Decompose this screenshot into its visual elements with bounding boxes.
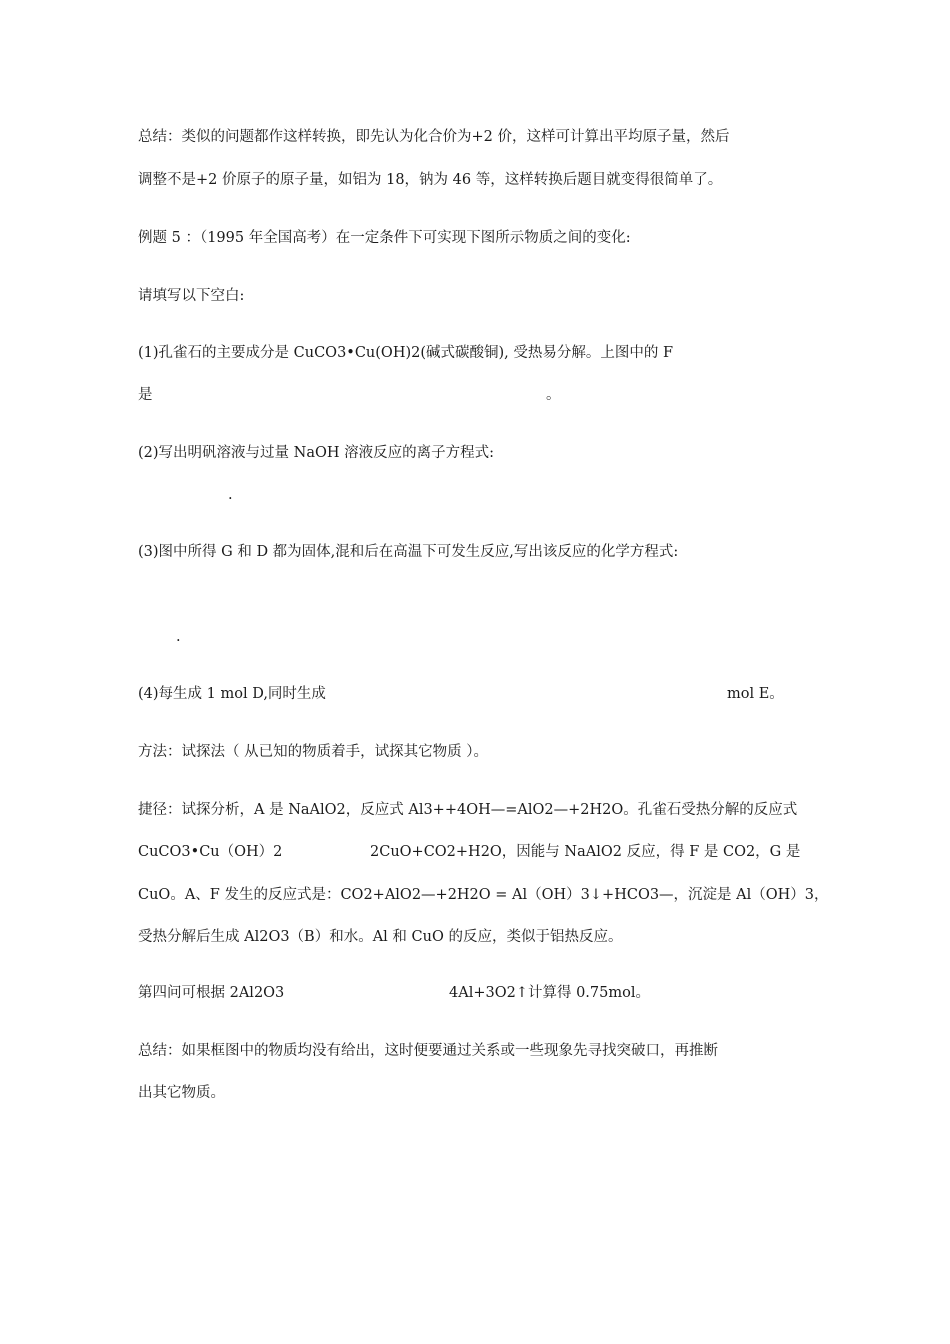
- summary2-line-1: 总结：如果框图中的物质均没有给出，这时便要通过关系或一些现象先寻找突破口，再推断: [138, 1043, 718, 1059]
- path-line-4: 受热分解后生成 Al2O3（B）和水。Al 和 CuO 的反应，类似于铝热反应。: [138, 929, 623, 945]
- question-1-answer-end: 。: [546, 387, 561, 403]
- summary-line-1: 总结：类似的问题都作这样转换，即先认为化合价为+2 价，这样可计算出平均原子量，然后: [138, 129, 730, 145]
- example-title: 例题 5 ：（1995 年全国高考）在一定条件下可实现下图所示物质之间的变化:: [138, 230, 631, 246]
- fourth-question-calc-right: 4Al+3O2↑计算得 0.75mol。: [449, 985, 650, 1001]
- question-3-line-1: (3)图中所得 G 和 D 都为固体,混和后在高温下可发生反应,写出该反应的化学方程式:: [138, 544, 679, 560]
- question-4-end: mol E。: [727, 686, 784, 702]
- path-line-2-right: 2CuO+CO2+H2O，因能与 NaAlO2 反应，得 F 是 CO2，G 是: [370, 844, 801, 860]
- question-1-answer-label: 是: [138, 387, 153, 403]
- instruction: 请填写以下空白:: [138, 288, 245, 304]
- method-line: 方法：试探法（ 从已知的物质着手，试探其它物质 ）。: [138, 744, 488, 760]
- question-2-answer-end: .: [228, 487, 233, 503]
- summary-line-2: 调整不是+2 价原子的原子量，如铝为 18，钠为 46 等，这样转换后题目就变得很简单了。: [138, 172, 723, 188]
- question-3-answer-end: .: [176, 629, 181, 645]
- path-line-3: CuO。A、F 发生的反应式是：CO2+AlO2—+2H2O = Al（OH）3↓+HCO3—，沉淀是 Al（OH）3，: [138, 887, 829, 903]
- question-1-line-1: (1)孔雀石的主要成分是 CuCO3•Cu(OH)2(碱式碳酸铜), 受热易分解。上图中的 F: [138, 345, 674, 361]
- question-2-line-1: (2)写出明矾溶液与过量 NaOH 溶液反应的离子方程式:: [138, 445, 495, 461]
- question-4-start: (4)每生成 1 mol D,同时生成: [138, 686, 326, 702]
- summary2-line-2: 出其它物质。: [138, 1085, 225, 1101]
- path-line-1: 捷径：试探分析，A 是 NaAlO2，反应式 Al3++4OH—=AlO2—+2H2O。孔雀石受热分解的反应式: [138, 802, 798, 818]
- fourth-question-calc-left: 第四问可根据 2Al2O3: [138, 985, 285, 1001]
- path-line-2-left: CuCO3•Cu（OH）2: [138, 844, 283, 860]
